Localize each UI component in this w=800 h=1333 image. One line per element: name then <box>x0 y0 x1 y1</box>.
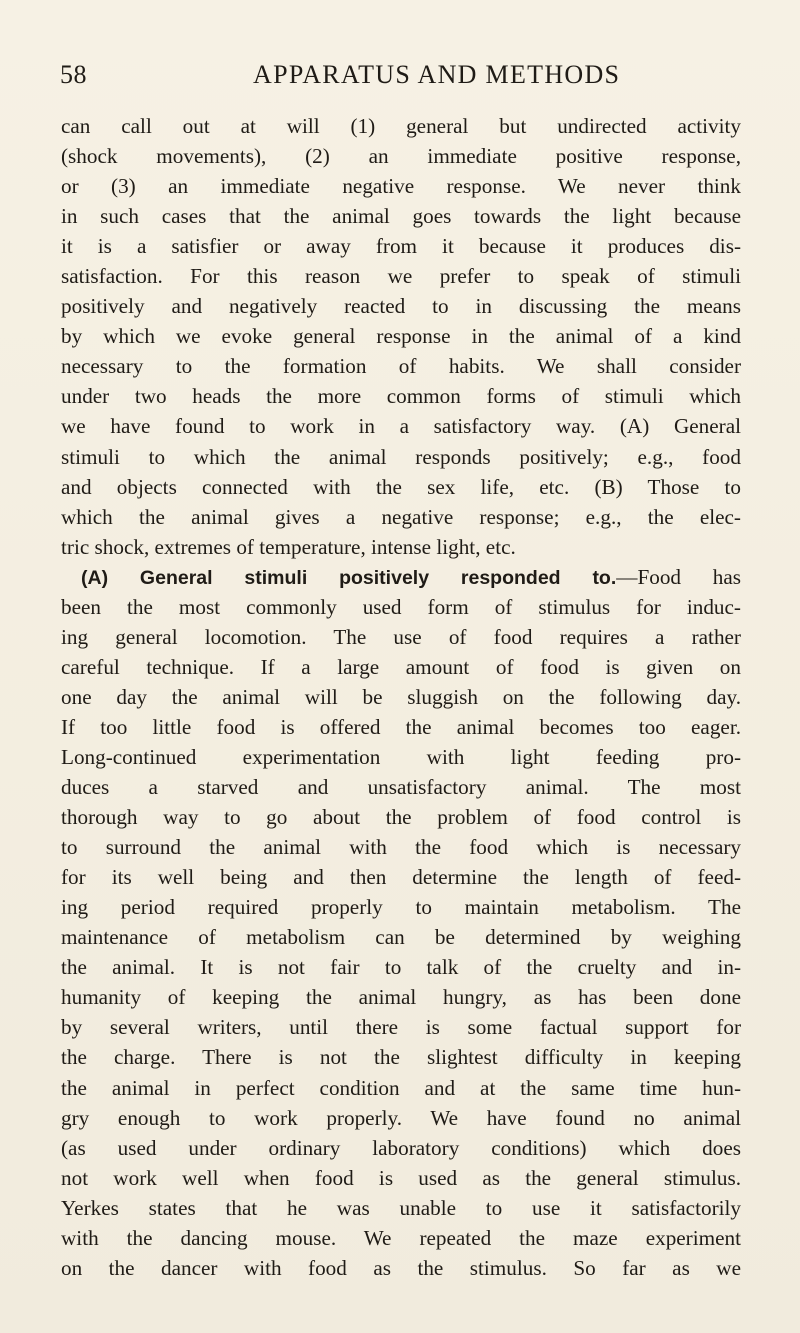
text-line: we have found to work in a satisfactory way. (A) General <box>61 414 741 439</box>
text-line: in such cases that the animal goes towards the light because <box>61 204 741 229</box>
text-line: and objects connected with the sex life, etc. (B) Those to <box>61 474 741 499</box>
text-line: Yerkes states that he was unable to use it satisfactorily <box>61 1195 741 1220</box>
text-line: ing period required properly to maintain metabolism. The <box>61 895 741 920</box>
text-line: been the most commonly used form of stimulus for induc- <box>61 594 741 619</box>
text-line: to surround the animal with the food which is necessary <box>61 835 741 860</box>
text-line: can call out at will (1) general but undirected activity <box>61 114 741 138</box>
text-line: by several writers, until there is some factual support for <box>61 1015 741 1040</box>
text-line: duces a starved and unsatisfactory animal. The most <box>61 775 741 800</box>
text-line: careful technique. If a large amount of food is given on <box>61 654 741 679</box>
text-line: necessary to the formation of habits. We shall consider <box>61 354 741 379</box>
text-line: Long-continued experimentation with light feeding pro- <box>61 744 741 769</box>
text-line: maintenance of metabolism can be determined by weighing <box>61 925 741 950</box>
text-line: stimuli to which the animal responds positively; e.g., food <box>61 444 741 469</box>
text-line: under two heads the more common forms of stimuli which <box>61 384 741 409</box>
section-heading-tail: —Food has <box>616 564 741 589</box>
text-line: positively and negatively reacted to in discussing the means <box>61 294 741 319</box>
text-line: for its well being and then determine the length of feed- <box>61 865 741 890</box>
text-line: one day the animal will be sluggish on the following day. <box>61 684 741 709</box>
text-line: satisfaction. For this reason we prefer to speak of stimuli <box>61 264 741 289</box>
running-title: APPARATUS AND METHODS <box>253 60 621 89</box>
text-line: the animal. It is not fair to talk of the cruelty and in- <box>61 955 741 980</box>
text-line: the charge. There is not the slightest difficulty in keeping <box>61 1045 741 1070</box>
text-line: humanity of keeping the animal hungry, as has been done <box>61 985 741 1010</box>
page-number: 58 <box>60 60 87 89</box>
text-line: which the animal gives a negative response; e.g., the elec- <box>61 504 741 529</box>
text-line: or (3) an immediate negative response. We never think <box>61 174 741 199</box>
text-line: not work well when food is used as the general stimulus. <box>61 1165 741 1190</box>
text-line: on the dancer with food as the stimulus. So far as we <box>61 1255 741 1280</box>
text-line: (shock movements), (2) an immediate positive response, <box>61 144 741 169</box>
text-line: the animal in perfect condition and at the same time hun- <box>61 1075 741 1100</box>
section-heading-line <box>61 562 741 592</box>
body-text <box>61 111 741 1283</box>
text-line: by which we evoke general response in the animal of a kind <box>61 324 741 349</box>
text-line: with the dancing mouse. We repeated the maze experiment <box>61 1225 741 1250</box>
text-line: (as used under ordinary laboratory conditions) which does <box>61 1135 741 1160</box>
section-heading: (A) General stimuli positively responded to. <box>81 566 617 589</box>
text-line: If too little food is offered the animal becomes too eager. <box>61 714 741 739</box>
page-header <box>60 60 736 94</box>
text-line: thorough way to go about the problem of food control is <box>61 805 741 830</box>
text-line: tric shock, extremes of temperature, intense light, etc. <box>61 534 516 559</box>
text-line: it is a satisfier or away from it because it produces dis- <box>61 234 741 259</box>
text-line: ing general locomotion. The use of food requires a rather <box>61 624 741 649</box>
text-line: gry enough to work properly. We have found no animal <box>61 1105 741 1130</box>
